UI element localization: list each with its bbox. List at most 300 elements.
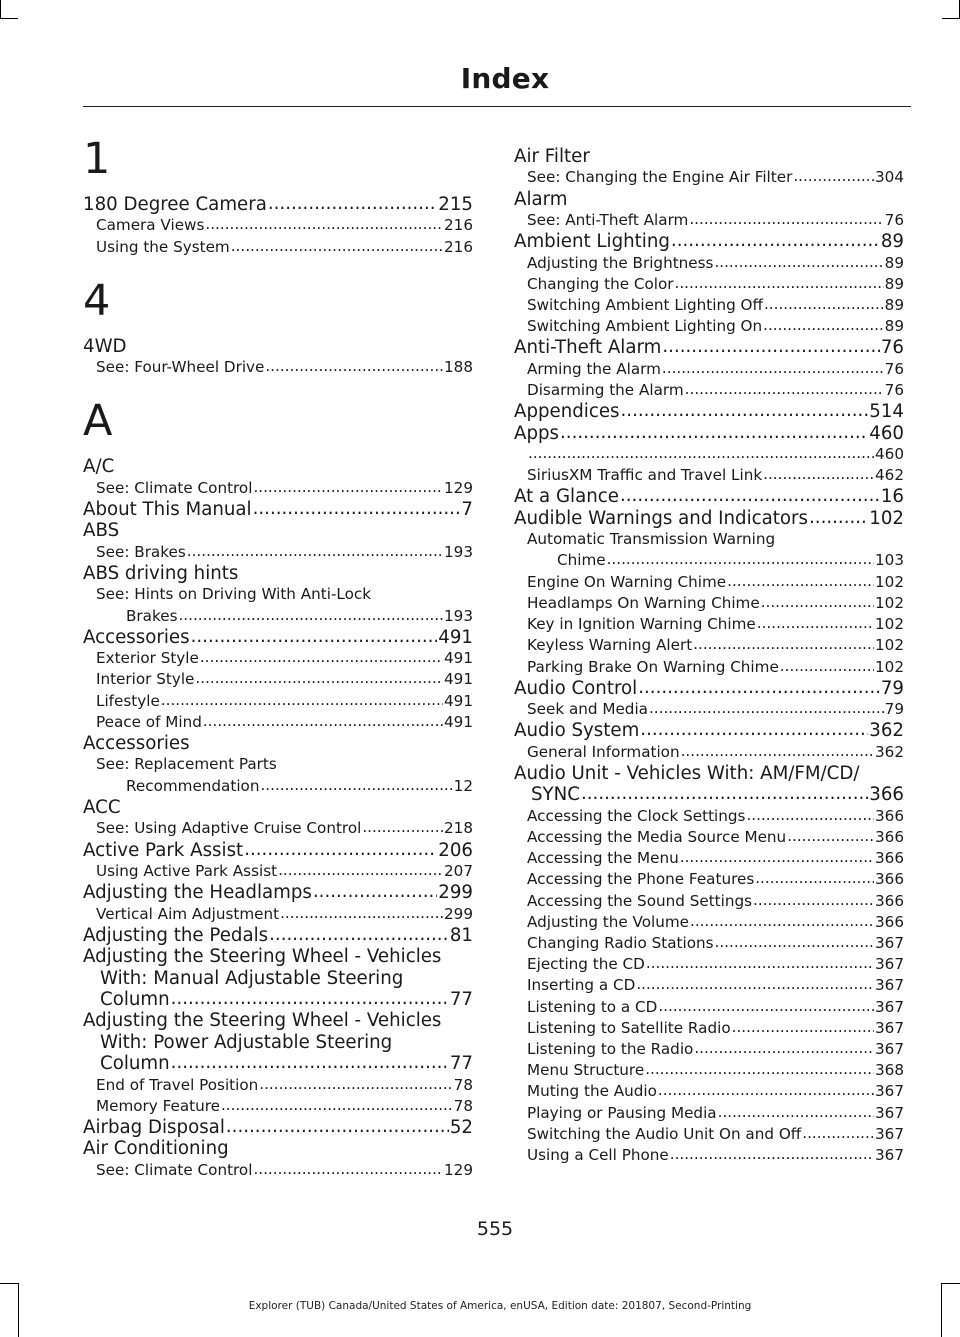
page-ref: 102 [875,572,904,591]
page-ref: 366 [869,784,904,806]
page-ref: 52 [449,1116,473,1138]
entry-text: See: Climate Control [96,478,253,497]
section-letter: 4 [83,275,111,326]
leader-dots [645,1060,874,1080]
page-ref: 78 [453,1096,473,1115]
page-ref: 367 [875,1103,904,1122]
section-letter: 1 [83,134,111,184]
leader-dots [280,904,443,924]
leader-dots [253,478,443,498]
entry-text: Switching Ambient Lighting Off [527,296,763,315]
entry-text: Using Active Park Assist [96,861,278,880]
entry-text: Lifestyle [96,691,160,710]
entry-text: Using a Cell Phone [527,1145,669,1164]
leader-dots [195,669,443,689]
page-ref: 366 [875,891,904,910]
index-heading: ACC [83,796,121,818]
index-subentry [514,1060,904,1081]
index-entry [83,499,473,520]
page-ref: 491 [444,691,473,710]
index-subentry [514,550,904,571]
index-subentry [83,215,473,236]
page-ref: 207 [444,861,473,880]
index-subentry [514,1018,904,1039]
entry-text: Memory Feature [96,1096,220,1115]
index-entry [83,989,473,1010]
entry-text: Audible Warnings and Indicators [514,507,809,529]
entry-text: Column [100,988,170,1010]
page-ref: 299 [444,904,473,923]
index-subentry [83,904,473,925]
leader-dots [278,861,443,881]
leader-dots [178,606,443,626]
page-ref: 129 [444,1160,473,1179]
leader-dots [191,627,438,647]
page-ref: 89 [880,231,904,253]
leader-dots [161,691,443,711]
page-ref: 77 [449,988,473,1010]
index-subentry [83,1096,473,1117]
entry-text: See: Changing the Engine Air Filter [527,168,793,187]
leader-dots [732,1018,874,1038]
leader-dots [226,1117,449,1137]
leader-dots [693,635,874,655]
entry-text: Switching the Audio Unit On and Off [527,1124,802,1143]
leader-dots [681,742,874,762]
leader-dots [205,215,443,235]
index-subentry [514,210,904,231]
index-entry [83,840,473,861]
index-subentry [514,657,904,678]
page-ref: 102 [875,615,904,634]
index-subentry [514,593,904,614]
entry-text: Adjusting the Steering Wheel - Vehicles [83,946,442,968]
page-ref: 367 [875,1082,904,1101]
page-ref: 366 [875,806,904,825]
index-heading: Alarm [514,188,568,210]
leader-dots [244,840,437,860]
index-subentry [514,954,904,975]
edition-footer: Explorer (TUB) Canada/United States of America, enUSA, Edition date: 201807, Second-Printing [248,1300,752,1312]
index-subentry [83,1075,473,1096]
index-subentry [83,776,473,797]
entry-text: Airbag Disposal [83,1116,225,1138]
entry-text: Accessories [83,626,190,648]
leader-dots [362,818,443,838]
entry-text: 180 Degree Camera [83,194,267,215]
entry-text: Changing the Color [527,274,674,293]
entry-text: At a Glance [514,486,619,508]
page-ref: 304 [875,168,904,187]
entry-text: Accessing the Sound Settings [527,891,753,910]
index-subentry [514,1103,904,1124]
page-ref: 129 [444,478,473,497]
page-ref: 491 [444,670,473,689]
crop-mark [0,1283,18,1284]
page-ref: 367 [875,1124,904,1143]
index-entry [83,925,473,946]
page-ref: 7 [461,499,473,521]
leader-dots [755,869,874,889]
index-entry [514,508,904,529]
entry-text: Switching Ambient Lighting On [527,317,763,336]
leader-dots [694,1039,874,1059]
entry-text: SiriusXM Traffic and Travel Link [527,466,763,485]
entry-text: Audio Unit - Vehicles With: AM/FM/CD/ [514,762,860,784]
leader-dots [809,508,868,528]
leader-dots [671,231,880,251]
page-ref: 89 [884,253,904,272]
entry-text: Audio System [514,720,640,742]
page-ref: 460 [869,422,904,444]
page-ref: 460 [875,445,904,464]
entry-text: General Information [527,742,680,761]
entry-text: Disarming the Alarm [527,381,684,400]
page-ref: 366 [875,827,904,846]
page-ref: 216 [444,216,473,235]
leader-dots [621,401,869,421]
entry-text: Headlamps On Warning Chime [527,593,760,612]
index-subentry [514,359,904,380]
leader-dots [662,337,879,357]
index-heading: Accessories [83,733,190,755]
leader-dots [675,274,884,294]
entry-text: Automatic Transmission Warning [527,530,776,549]
entry-text: See: Brakes [96,542,186,561]
page-ref: 193 [444,606,473,625]
leader-dots [253,499,461,519]
page-ref: 367 [875,997,904,1016]
index-subentry [514,1145,904,1166]
entry-text: Accessing the Clock Settings [527,806,746,825]
index-subentry [83,691,473,712]
page-ref: 462 [875,466,904,485]
page-ref: 362 [875,742,904,761]
leader-dots [640,720,868,740]
entry-text: See: Climate Control [96,1160,253,1179]
entry-text: Parking Brake On Warning Chime [527,657,779,676]
index-subentry [514,699,904,720]
entry-text: See: Four-Wheel Drive [96,358,265,377]
page-ref: 362 [869,720,904,742]
page-ref: 218 [444,819,473,838]
page-ref: 299 [438,882,473,904]
leader-dots [718,1103,874,1123]
index-entry [514,784,904,805]
leader-dots [203,712,443,732]
leader-dots [259,1075,452,1095]
entry-text: Engine On Warning Chime [527,572,727,591]
leader-dots [607,550,874,570]
index-subentry [514,572,904,593]
index-subentry-wrapped [514,529,904,571]
leader-dots [200,648,443,668]
entry-text: Accessing the Media Source Menu [527,827,787,846]
page-ref: 16 [880,486,904,508]
index-column-right [514,146,904,1166]
index-entry [514,423,904,444]
leader-dots [714,253,883,273]
index-entry-wrapped [83,946,473,1010]
entry-text: Key in Ignition Warning Chime [527,615,756,634]
leader-dots [313,882,437,902]
index-subentry [514,167,904,188]
index-subentry [514,1039,904,1060]
page-ref: 89 [884,296,904,315]
crop-mark [942,1283,960,1284]
index-heading: 4WD [83,335,127,357]
entry-text: Seek and Media [527,700,648,719]
index-subentry-wrapped [83,754,473,796]
index-subentry [83,542,473,563]
page-ref: 366 [875,849,904,868]
index-subentry [83,861,473,882]
leader-dots [268,194,437,214]
entry-text: Using the System [96,237,230,256]
entry-text: Peace of Mind [96,712,202,731]
entry-text: Listening to a CD [527,997,658,1016]
page-ref: 206 [438,839,473,861]
index-subentry [514,614,904,635]
entry-text: Column [100,1053,170,1075]
entry-text: Audio Control [514,677,638,699]
page-ref: 76 [884,211,904,230]
leader-dots [253,1160,443,1180]
page-ref: 216 [444,237,473,256]
index-column-left [83,128,473,1181]
entry-text: Vertical Aim Adjustment [96,904,280,923]
index-subentry [514,295,904,316]
entry-text: Exterior Style [96,649,199,668]
page-ref: 366 [875,912,904,931]
page-ref: 103 [875,551,904,570]
leader-dots [260,776,452,796]
index-subentry [514,806,904,827]
leader-dots [265,357,443,377]
leader-dots [187,542,443,562]
index-subentry [83,648,473,669]
leader-dots [746,806,874,826]
entry-text: Active Park Assist [83,839,244,861]
index-entry [83,1053,473,1074]
entry-text: Changing Radio Stations [527,933,714,952]
entry-text: Ejecting the CD [527,955,645,974]
leader-dots [780,657,874,677]
index-entry [514,720,904,741]
index-entry [83,627,473,648]
entry-text: Accessing the Phone Features [527,870,755,889]
header-divider [83,106,911,107]
leader-dots [670,1145,874,1165]
index-entry [83,194,473,215]
entry-text: Listening to the Radio [527,1039,694,1058]
leader-dots [690,912,874,932]
entry-text: See: Replacement Parts [96,755,277,774]
page-ref: 12 [453,776,473,795]
leader-dots [658,1081,874,1101]
index-subentry [514,316,904,337]
page-ref: 102 [875,657,904,676]
page-ref: 102 [869,507,904,529]
page-ref: 367 [875,1039,904,1058]
leader-dots [680,848,874,868]
index-heading: ABS driving hints [83,563,239,585]
index-subentry [83,478,473,499]
index-subentry-wrapped [83,584,473,626]
index-subentry [83,237,473,258]
leader-dots [581,784,868,804]
index-heading: ABS [83,520,120,542]
entry-text: About This Manual [83,499,252,521]
page-ref: 89 [884,274,904,293]
index-heading: Air Filter [514,146,590,167]
index-subentry [514,869,904,890]
leader-dots [727,572,874,592]
index-entry [514,678,904,699]
page-number: 555 [476,1218,514,1240]
crop-mark [942,18,960,19]
index-subentry [514,891,904,912]
entry-text: Muting the Audio [527,1082,657,1101]
entry-text: Camera Views [96,216,205,235]
leader-dots [802,1124,874,1144]
page-ref: 193 [444,542,473,561]
index-subentry [514,975,904,996]
leader-dots [715,933,874,953]
page-ref: 78 [453,1075,473,1094]
page-ref: 77 [449,1053,473,1075]
page-ref: 367 [875,933,904,952]
page-ref: 367 [875,955,904,974]
index-heading: A/C [83,456,115,478]
index-heading: Air Conditioning [83,1138,229,1160]
entry-text: Arming the Alarm [527,359,661,378]
leader-dots [560,423,868,443]
page-title: Index [460,62,550,95]
entry-text: Listening to Satellite Radio [527,1018,731,1037]
index-subentry [83,712,473,733]
page-ref: 188 [444,358,473,377]
entry-text: Anti-Theft Alarm [514,337,662,359]
leader-dots [764,295,884,315]
leader-dots [636,975,874,995]
index-subentry [514,848,904,869]
index-subentry [83,606,473,627]
entry-text: Playing or Pausing Media [527,1103,717,1122]
page-ref: 367 [875,976,904,995]
index-subentry [514,1081,904,1102]
index-subentry [514,253,904,274]
entry-text: Appendices [514,401,620,423]
page-ref: 366 [875,870,904,889]
leader-dots [658,997,874,1017]
index-subentry [83,818,473,839]
crop-mark [0,0,1,18]
index-subentry [514,827,904,848]
index-subentry [514,933,904,954]
index-subentry [83,669,473,690]
page-ref: 367 [875,1018,904,1037]
leader-dots [793,167,874,187]
entry-text: Adjusting the Volume [527,912,690,931]
leader-dots [689,210,883,230]
page-ref: 76 [884,381,904,400]
index-subentry [514,444,904,465]
page-ref: 76 [880,337,904,359]
entry-text: With: Manual Adjustable Steering [100,967,404,989]
index-subentry [83,1160,473,1181]
page-ref: 215 [438,194,473,215]
leader-dots [685,380,884,400]
index-entry [514,486,904,507]
entry-text: Recommendation [126,776,260,795]
leader-dots [171,989,449,1009]
leader-dots [646,954,874,974]
page-ref: 79 [884,700,904,719]
page-ref: 89 [884,317,904,336]
page-ref: 491 [438,626,473,648]
page-ref: 81 [449,924,473,946]
index-subentry [514,912,904,933]
index-subentry [514,1124,904,1145]
page-ref: 514 [869,401,904,423]
entry-text: Chime [557,551,606,570]
entry-text: Interior Style [96,670,195,689]
index-subentry [514,635,904,656]
index-entry [514,401,904,422]
leader-dots [221,1096,453,1116]
index-subentry [514,274,904,295]
entry-text: SYNC [531,784,580,806]
entry-text: See: Anti-Theft Alarm [527,211,689,230]
leader-dots [620,486,880,506]
page-ref: 102 [875,636,904,655]
crop-mark [0,18,18,19]
leader-dots [757,614,874,634]
leader-dots [761,593,874,613]
entry-text: Ambient Lighting [514,231,670,253]
entry-text: Apps [514,422,560,444]
index-entry-wrapped [83,1010,473,1074]
index-subentry [514,465,904,486]
leader-dots [528,444,874,464]
section-letter: A [83,396,113,447]
entry-text: With: Power Adjustable Steering [100,1031,393,1053]
index-subentry [514,380,904,401]
entry-text: End of Travel Position [96,1075,259,1094]
entry-text: Accessing the Menu [527,849,679,868]
entry-text: See: Using Adaptive Cruise Control [96,819,362,838]
entry-text: Adjusting the Steering Wheel - Vehicles [83,1010,442,1032]
entry-text: Adjusting the Pedals [83,924,269,946]
entry-text: See: Hints on Driving With Anti-Lock [96,585,372,604]
index-subentry [514,742,904,763]
index-entry [514,337,904,358]
leader-dots [171,1053,449,1073]
page-ref: 367 [875,1145,904,1164]
entry-text: Menu Structure [527,1061,645,1080]
page-ref: 368 [875,1061,904,1080]
page-ref: 491 [444,649,473,668]
page-ref: 76 [884,359,904,378]
leader-dots [753,891,874,911]
page-ref: 102 [875,593,904,612]
page-ref: 79 [880,677,904,699]
leader-dots [787,827,874,847]
index-entry [83,882,473,903]
leader-dots [649,699,884,719]
leader-dots [269,925,449,945]
